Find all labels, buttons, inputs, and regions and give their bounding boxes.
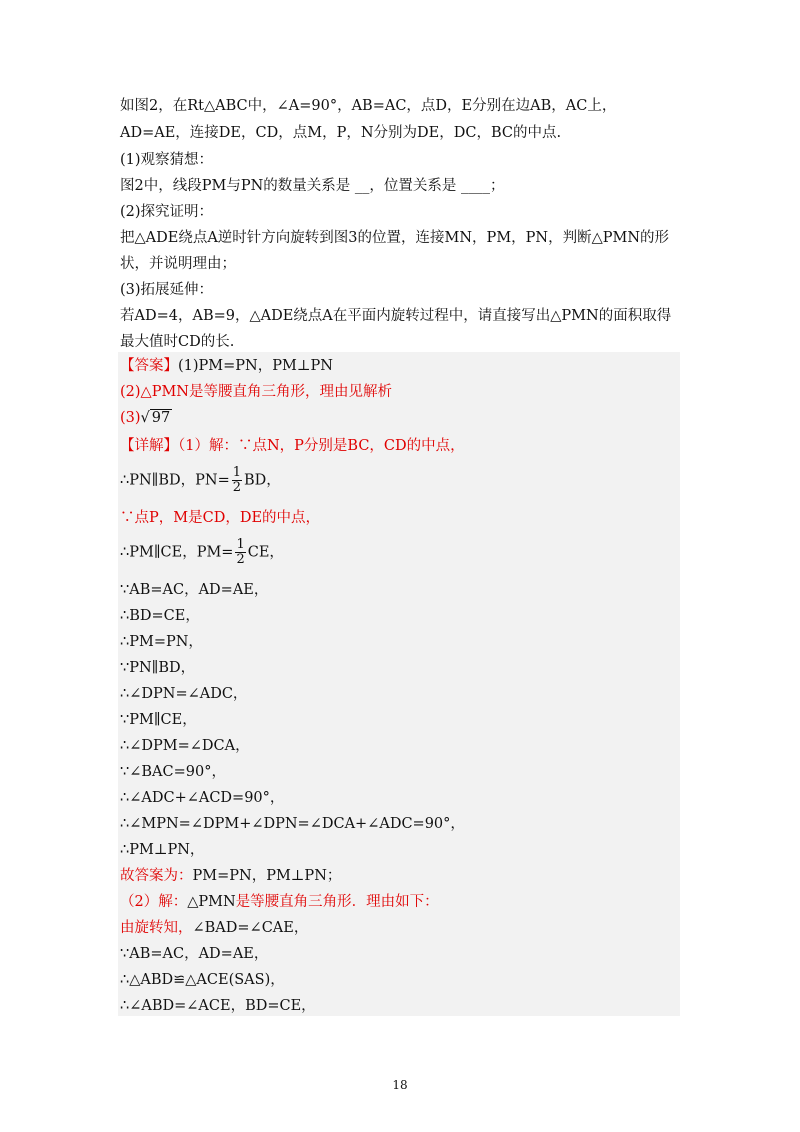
part2-text-b: 状，并说明理由； (120, 256, 236, 272)
detail-step-15 (120, 866, 341, 886)
part3-text-a: 若AD=4，AB=9，△ADE绕点A在平面内旋转过程中，请直接写出△PMN的面积取得 (120, 308, 672, 324)
detail-step-5: ∴BD=CE， (120, 608, 200, 624)
detail-line-intro (120, 436, 465, 456)
part2-detail-intro-c: 是等腰直角三角形．理由如下： (235, 894, 439, 910)
final-answer-value: PM=PN，PM⊥PN； (192, 868, 342, 884)
detail-step-7: ∵PN∥BD， (120, 660, 196, 676)
frac-den: 2 (232, 480, 242, 495)
part2-title: (2)探究证明： (120, 204, 214, 220)
detail-step-13: ∴∠MPN=∠DPM+∠DPN=∠DCA+∠ADC=90°， (120, 816, 465, 832)
part2-detail-intro-b: △PMN (187, 894, 236, 910)
frac-num: 1 (232, 465, 242, 480)
part3-text-b: 最大值时CD的长. (120, 334, 235, 350)
detail-step-2: ∵点P，M是CD，DE的中点， (120, 510, 321, 526)
part2-text-a: 把△ADE绕点A逆时针方向旋转到图3的位置，连接MN，PM，PN，判断△PMN的形 (120, 230, 670, 246)
detail-step-3-a: ∴PM∥CE，PM= (120, 544, 234, 561)
frac-num: 1 (236, 537, 245, 552)
detail-intro: （1）解：∵点N，P分别是BC，CD的中点， (178, 438, 465, 454)
detail-step-6: ∴PM=PN， (120, 634, 203, 650)
detail-step-3 (120, 538, 284, 567)
final-answer-label: 故答案为： (120, 868, 193, 884)
part2-detail-step-1-a: 由旋转知， (120, 920, 193, 936)
detail-step-14: ∴PM⊥PN， (120, 842, 205, 858)
part1-text: 图2中，线段PM与PN的数量关系是 __，位置关系是 ____； (120, 178, 505, 194)
detail-step-11: ∵∠BAC=90°， (120, 764, 226, 780)
answer-2: (2)△PMN是等腰直角三角形，理由见解析 (120, 384, 392, 400)
problem-line-1: 如图2，在Rt△ABC中，∠A=90°，AB=AC，点D，E分别在边AB，AC上， (120, 98, 617, 114)
part2-detail-step-1 (120, 918, 308, 938)
fraction-half-1 (232, 466, 242, 495)
part2-detail-step-2: ∵AB=AC，AD=AE， (120, 946, 269, 962)
part1-title: (1)观察猜想： (120, 152, 214, 168)
answer-1: (1)PM=PN，PM⊥PN (178, 358, 333, 374)
detail-step-1-a: ∴PN∥BD，PN= (120, 472, 230, 489)
part2-detail-step-1-b: ∠BAD=∠CAE， (192, 920, 309, 936)
detail-step-4: ∵AB=AC，AD=AE， (120, 582, 269, 598)
detail-step-8: ∴∠DPN=∠ADC， (120, 686, 248, 702)
part2-detail-intro (120, 892, 439, 912)
problem-line-2: AD=AE，连接DE，CD，点M，P，N分别为DE，DC，BC的中点. (120, 125, 562, 141)
answer-3-prefix: (3) (120, 410, 141, 426)
part2-detail-intro-a: （2）解： (120, 894, 188, 910)
answer-3-value: 97 (151, 410, 171, 426)
detail-step-12: ∴∠ADC+∠ACD=90°， (120, 790, 285, 806)
detail-step-10: ∴∠DPM=∠DCA， (120, 738, 250, 754)
detail-label: 【详解】 (120, 438, 178, 454)
answer-line-1 (120, 356, 333, 376)
part3-title: (3)拓展延伸： (120, 282, 214, 298)
sqrt-symbol: √ 97 (140, 410, 171, 426)
fraction-half-2 (235, 538, 245, 567)
frac-den: 2 (236, 552, 245, 567)
detail-step-1 (120, 466, 281, 495)
page-number: 18 (392, 1078, 408, 1092)
detail-step-9: ∵PM∥CE， (120, 712, 197, 728)
answer-line-3 (120, 408, 172, 428)
detail-step-1-b: BD， (244, 472, 281, 489)
answer-label: 【答案】 (120, 358, 178, 374)
part2-detail-step-4: ∴∠ABD=∠ACE，BD=CE， (120, 998, 316, 1014)
detail-step-3-b: CE， (247, 544, 284, 561)
part2-detail-step-3: ∴△ABD≌△ACE(SAS)， (120, 972, 285, 988)
